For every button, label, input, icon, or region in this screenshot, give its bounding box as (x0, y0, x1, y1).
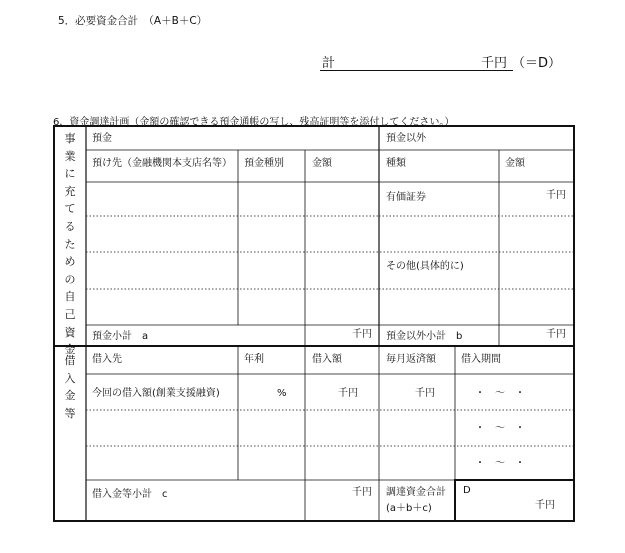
col-amount2: 金額 (505, 158, 525, 169)
col-rate: 年利 (244, 354, 264, 365)
col-bank: 預け先（金融機関本支店名等） (92, 158, 232, 169)
monthly-unit: 千円 (415, 388, 435, 399)
section5-heading: 5．必要資金合計 （A＋B＋C） (58, 15, 208, 27)
rate-percent: % (277, 388, 287, 399)
others-label: その他(具体的に) (386, 261, 464, 272)
non-deposit-header: 預金以外 (386, 133, 426, 144)
period-mark-2: ・ ～ ・ (475, 423, 525, 434)
d-unit: 千円 (535, 500, 555, 511)
loans-label: 借入金等 (64, 354, 76, 420)
securities-label: 有価証券 (386, 192, 426, 203)
col-loan-amount: 借入額 (312, 354, 342, 365)
grand-total-label: 調達資金合計 (386, 487, 446, 498)
d-label: D (463, 485, 471, 496)
total-unit: 千円 (481, 56, 508, 71)
section6-heading: 6．資金調達計画（金額の確認できる預金通帳の写し、残高証明等を添付してください。） (53, 117, 455, 128)
securities-unit: 千円 (546, 190, 566, 201)
total-suffix: （＝D） (512, 56, 562, 71)
period-mark-1: ・ ～ ・ (475, 388, 525, 399)
loan-subtotal-unit: 千円 (352, 487, 372, 498)
col-kind: 種類 (386, 158, 406, 169)
total-label: 計 (322, 56, 336, 71)
non-deposit-subtotal-unit: 千円 (546, 329, 566, 340)
deposit-subtotal-label: 預金小計 a (92, 331, 149, 342)
own-funds-label: 事業に充てるための自己資金 (64, 132, 76, 357)
loan-amount-unit: 千円 (338, 388, 358, 399)
grand-total-formula: (a＋b＋c) (386, 503, 432, 514)
deposit-subtotal-unit: 千円 (352, 329, 372, 340)
non-deposit-subtotal-label: 預金以外小計 b (386, 331, 463, 342)
col-amount: 金額 (312, 158, 332, 169)
col-period: 借入期間 (461, 354, 501, 365)
col-deposit-type: 預金種別 (244, 158, 284, 169)
col-monthly: 毎月返済額 (386, 354, 436, 365)
period-mark-3: ・ ～ ・ (475, 458, 525, 469)
loan-subtotal-label: 借入金等小計 c (92, 489, 168, 500)
deposit-header: 預金 (92, 133, 112, 144)
col-lender: 借入先 (92, 354, 122, 365)
this-loan-label: 今回の借入額(創業支援融資) (92, 388, 220, 399)
